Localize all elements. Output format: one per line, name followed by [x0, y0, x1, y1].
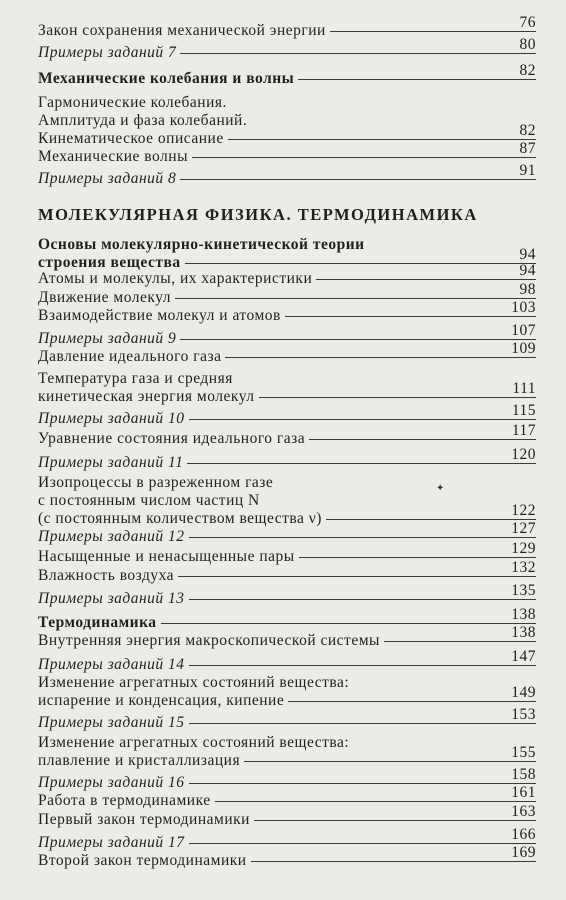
page-number: 91: [519, 162, 536, 179]
toc-entry-title: Примеры заданий 12: [38, 528, 185, 545]
toc-entry: [38, 340, 536, 366]
toc-entry-title: Примеры заданий 14: [38, 656, 185, 673]
page-number: 166: [511, 826, 536, 843]
page-number: 120: [511, 446, 536, 463]
toc-entry-title: Примеры заданий 16: [38, 774, 185, 791]
toc-entry-title: Первый закон термодинамики: [38, 811, 250, 828]
toc-entry-title: Примеры заданий 9: [38, 330, 177, 347]
page-number: 122: [511, 502, 536, 519]
page-number: 129: [511, 540, 536, 557]
leader-line: [225, 357, 536, 358]
leader-line: [187, 463, 536, 464]
toc-entry: [38, 844, 536, 870]
toc-entry-title: Термодинамика: [38, 614, 157, 631]
page-number: 87: [519, 140, 536, 157]
toc-entry-title: Температура газа и средняя: [38, 370, 233, 387]
leader-line: [185, 263, 536, 264]
toc-entry-title: кинетическая энергия молекул: [38, 388, 255, 405]
toc-entry-title: Насыщенные и ненасыщенные пары: [38, 548, 295, 565]
page-number: 107: [511, 322, 536, 339]
toc-entry-title: испарение и конденсация, кипение: [38, 692, 285, 709]
leader-line: [189, 665, 536, 666]
page-number: 76: [519, 14, 536, 31]
toc-entry: [38, 648, 536, 674]
leader-line: [189, 723, 536, 724]
toc-entry-title: Движение молекул: [38, 289, 171, 306]
page-number: 155: [511, 744, 536, 761]
toc-entry: [38, 402, 536, 428]
toc-entry: [38, 322, 536, 348]
toc-entry-title: Примеры заданий 11: [38, 454, 184, 471]
toc-entry: [38, 826, 536, 852]
leader-line: [189, 783, 536, 784]
toc-entry: [38, 14, 536, 40]
page-number: 98: [519, 281, 536, 298]
toc-entry: [38, 606, 536, 632]
leader-line: [215, 801, 536, 802]
leader-line: [161, 623, 536, 624]
toc-entry-title: Примеры заданий 15: [38, 714, 185, 731]
leader-line: [244, 761, 536, 762]
toc-entry-title: Изменение агрегатных состояний вещества:: [38, 674, 350, 691]
leader-line: [228, 139, 536, 140]
page-number: 82: [519, 122, 536, 139]
toc-entry: [38, 674, 536, 710]
page-number: 132: [511, 559, 536, 576]
page-number: 138: [511, 606, 536, 623]
toc-entry-title: Давление идеального газа: [38, 348, 222, 365]
toc-entry-title: Амплитуда и фаза колебаний.: [38, 112, 248, 129]
toc-entry: [38, 582, 536, 608]
leader-line: [180, 53, 536, 54]
toc-entry: [38, 281, 536, 307]
toc-entry: [38, 236, 536, 272]
toc-entry: [38, 803, 536, 829]
page-number: 80: [519, 36, 536, 53]
leader-line: [254, 820, 536, 821]
toc-entry-title: Атомы и молекулы, их характеристики: [38, 270, 313, 287]
toc-entry: [38, 446, 536, 472]
leader-line: [180, 339, 536, 340]
toc-entry: [38, 62, 536, 88]
leader-line: [259, 397, 536, 398]
leader-line: [180, 179, 536, 180]
toc-entry-title: Примеры заданий 7: [38, 44, 177, 61]
section-title: МОЛЕКУЛЯРНАЯ ФИЗИКА. ТЕРМОДИНАМИКА: [38, 205, 478, 224]
toc-entry: [38, 140, 536, 166]
leader-line: [316, 279, 536, 280]
toc-entry: [38, 766, 536, 792]
toc-entry: [38, 36, 536, 62]
toc-entry-title: Примеры заданий 17: [38, 834, 185, 851]
cursor-mark: ✦: [436, 483, 445, 494]
leader-line: [251, 861, 536, 862]
leader-line: [189, 843, 536, 844]
toc-entry-title: Гармонические колебания.: [38, 94, 227, 111]
toc-entry: [38, 422, 536, 448]
leader-line: [288, 701, 536, 702]
leader-line: [285, 316, 536, 317]
page-number: 138: [511, 624, 536, 641]
page-number: 153: [511, 706, 536, 723]
toc-entry-title: Механические волны: [38, 148, 188, 165]
leader-line: [309, 439, 536, 440]
toc-entry-title: Влажность воздуха: [38, 567, 175, 584]
toc-entry: [38, 540, 536, 566]
page-number: 115: [511, 402, 536, 419]
toc-entry: [38, 370, 536, 406]
toc-entry-title: Примеры заданий 13: [38, 590, 185, 607]
page-number: 109: [511, 340, 536, 357]
toc-entry-title: Работа в термодинамике: [38, 792, 211, 809]
toc-entry-title: Уравнение состояния идеального газа: [38, 430, 306, 447]
toc-entry-title: Примеры заданий 10: [38, 410, 185, 427]
page-number: 163: [511, 803, 536, 820]
toc-entry-title: Изменение агрегатных состояний вещества:: [38, 734, 350, 751]
toc-entry: [38, 162, 536, 188]
toc-entry-title: Внутренняя энергия макроскопической системы: [38, 632, 380, 649]
leader-line: [298, 79, 536, 80]
page-number: 103: [511, 299, 536, 316]
leader-line: [189, 599, 536, 600]
leader-line: [330, 31, 536, 32]
toc-entry-title: плавление и кристаллизация: [38, 752, 241, 769]
page-number: 169: [511, 844, 536, 861]
page-number: 127: [511, 520, 536, 537]
leader-line: [178, 576, 536, 577]
page-number: 94: [519, 246, 536, 263]
page-number: 111: [512, 380, 536, 397]
toc-entry-title: с постоянным числом частиц N: [38, 492, 260, 509]
toc-entry-title: Кинематическое описание: [38, 130, 224, 147]
toc-entry-title: Закон сохранения механической энергии: [38, 22, 326, 39]
toc-entry-title: строения вещества: [38, 254, 181, 271]
leader-line: [299, 557, 536, 558]
page-number: 161: [511, 784, 536, 801]
leader-line: [175, 298, 536, 299]
toc-entry: [38, 94, 536, 148]
toc-entry: [38, 299, 536, 325]
toc-entry: [38, 784, 536, 810]
leader-line: [192, 157, 536, 158]
toc-entry-title: Изопроцессы в разреженном газе: [38, 474, 274, 491]
page-number: 117: [511, 422, 536, 439]
toc-entry: [38, 734, 536, 770]
page-number: 149: [511, 684, 536, 701]
page-number: 135: [511, 582, 536, 599]
leader-line: [189, 419, 536, 420]
toc-entry-title: Механические колебания и волны: [38, 70, 295, 87]
toc-entry: [38, 706, 536, 732]
toc-entry: [38, 520, 536, 546]
page-number: 147: [511, 648, 536, 665]
page-number: 82: [519, 62, 536, 79]
toc-entry-title: Взаимодействие молекул и атомов: [38, 307, 281, 324]
leader-line: [189, 537, 536, 538]
toc-entry-title: Основы молекулярно-кинетической теории: [38, 236, 365, 253]
toc-entry: [38, 624, 536, 650]
page-number: 94: [519, 262, 536, 279]
toc-entry: [38, 559, 536, 585]
page-number: 158: [511, 766, 536, 783]
toc-entry: [38, 474, 536, 528]
toc-entry-title: Второй закон термодинамики: [38, 852, 247, 869]
toc-entry-title: Примеры заданий 8: [38, 170, 177, 187]
toc-entry-title: (с постоянным количеством вещества ν): [38, 510, 322, 527]
